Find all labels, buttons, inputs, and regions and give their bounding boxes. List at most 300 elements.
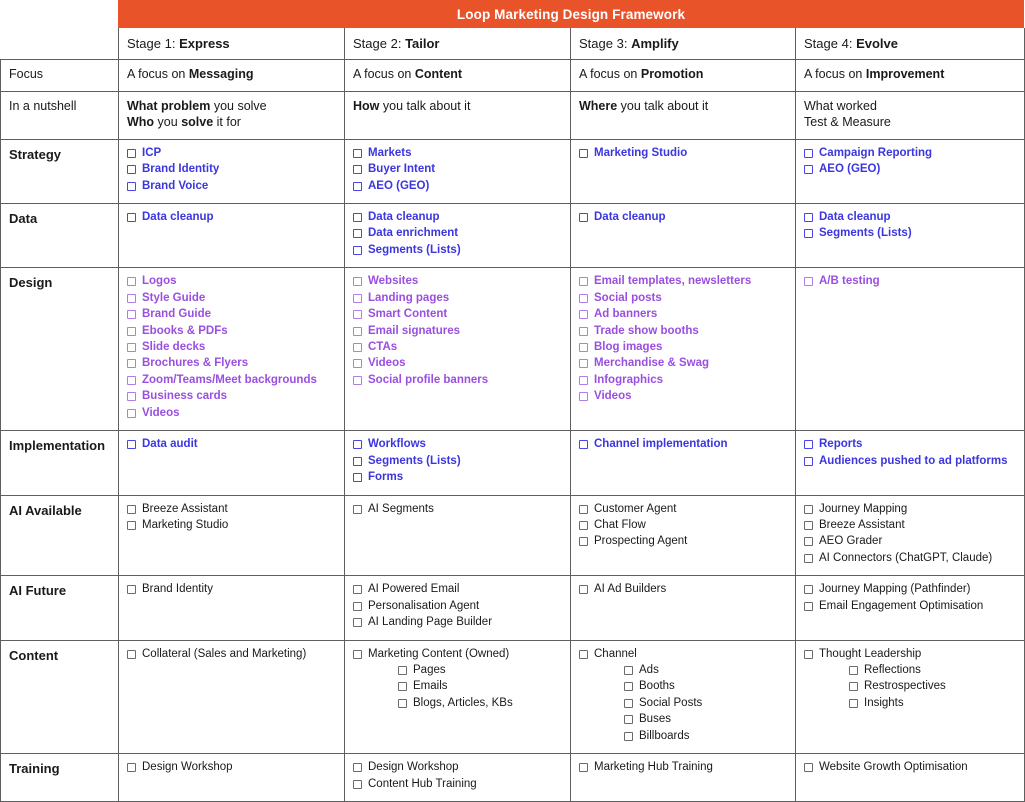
checkbox-icon[interactable]	[127, 165, 136, 174]
checklist-item[interactable]	[353, 274, 562, 289]
checklist-item[interactable]	[579, 712, 787, 727]
checkbox-icon[interactable]	[353, 585, 362, 594]
nutshell-rest-2: you talk about it	[379, 98, 471, 113]
nutshell-rest-3: you talk about it	[617, 98, 709, 113]
checklist-item-label: Trade show booths	[594, 324, 699, 337]
checklist-item[interactable]	[353, 291, 562, 306]
checkbox-icon[interactable]	[353, 602, 362, 611]
checklist-item[interactable]	[353, 210, 562, 225]
checkbox-icon[interactable]	[353, 457, 362, 466]
content-cell-1	[119, 640, 345, 754]
checklist	[127, 437, 336, 452]
ai-future-cell-3	[571, 576, 796, 640]
checkbox-icon[interactable]	[127, 521, 136, 530]
row-nutshell	[1, 91, 1025, 139]
nutshell-bold-2: How	[353, 98, 380, 113]
checkbox-icon[interactable]	[849, 682, 858, 691]
checklist-item[interactable]	[804, 679, 1016, 694]
checklist-item[interactable]	[579, 146, 787, 161]
checklist-item-label: Ebooks & PDFs	[142, 324, 228, 337]
checkbox-icon[interactable]	[804, 521, 813, 530]
checkbox-icon[interactable]	[579, 149, 588, 158]
checkbox-icon[interactable]	[353, 650, 362, 659]
stage-prefix-4: Stage 4:	[804, 36, 853, 51]
design-cell-3	[571, 268, 796, 431]
checklist-item[interactable]	[353, 679, 562, 694]
checklist-item-label: AI Ad Builders	[594, 583, 667, 596]
focus-cell-4	[796, 60, 1025, 92]
nutshell-cell-4	[796, 91, 1025, 139]
checklist	[127, 274, 336, 420]
checklist-item-label: Zoom/Teams/Meet backgrounds	[142, 373, 317, 386]
checklist	[804, 437, 1016, 468]
focus-cell-1	[119, 60, 345, 92]
focus-pre-1: A focus on	[127, 67, 189, 82]
checkbox-icon[interactable]	[579, 392, 588, 401]
checklist-item-label: Workflows	[368, 438, 426, 451]
checkbox-icon[interactable]	[127, 650, 136, 659]
checklist-item[interactable]	[353, 696, 562, 711]
checklist-item[interactable]	[804, 437, 1016, 452]
checkbox-icon[interactable]	[353, 359, 362, 368]
checklist-item[interactable]	[353, 663, 562, 678]
stage-header-row	[1, 28, 1025, 60]
checklist-item-label: Email signatures	[368, 324, 461, 337]
checkbox-icon[interactable]	[127, 376, 136, 385]
checkbox-icon[interactable]	[579, 585, 588, 594]
checklist-item[interactable]	[579, 679, 787, 694]
checklist-item[interactable]	[579, 389, 787, 404]
stage-prefix-1: Stage 1:	[127, 36, 176, 51]
strategy-cell-3	[571, 139, 796, 203]
checkbox-icon[interactable]	[127, 763, 136, 772]
checkbox-icon[interactable]	[398, 682, 407, 691]
checklist-item-label: Journey Mapping (Pathfinder)	[819, 583, 971, 596]
row-ai-future	[1, 576, 1025, 640]
checkbox-icon[interactable]	[579, 505, 588, 514]
nutshell-line-4a: What worked	[804, 98, 877, 113]
checklist-item[interactable]	[579, 373, 787, 388]
checklist-item[interactable]	[579, 729, 787, 744]
checkbox-icon[interactable]	[624, 732, 633, 741]
nutshell-end-1b: it for	[213, 115, 241, 130]
checklist-item[interactable]	[804, 647, 1016, 662]
checkbox-icon[interactable]	[353, 246, 362, 255]
checklist-item[interactable]	[579, 356, 787, 371]
ai-available-cell-1	[119, 495, 345, 576]
checkbox-icon[interactable]	[624, 715, 633, 724]
checklist-item-label: Design Workshop	[142, 761, 233, 774]
strategy-cell-1	[119, 139, 345, 203]
checklist	[579, 146, 787, 161]
checkbox-icon[interactable]	[127, 343, 136, 352]
checkbox-icon[interactable]	[579, 521, 588, 530]
checklist-item-label: Social posts	[594, 291, 662, 304]
checklist-item[interactable]	[579, 307, 787, 322]
checklist-item[interactable]	[804, 582, 1016, 597]
checklist-item[interactable]	[127, 406, 336, 421]
focus-strong-2: Content	[414, 67, 463, 82]
checkbox-icon[interactable]	[579, 763, 588, 772]
checkbox-icon[interactable]	[579, 537, 588, 546]
checklist-item[interactable]	[353, 340, 562, 355]
checkbox-icon[interactable]	[804, 505, 813, 514]
checkbox-icon[interactable]	[579, 376, 588, 385]
nutshell-cell-2	[345, 91, 571, 139]
checkbox-icon[interactable]	[353, 780, 362, 789]
checklist-item[interactable]	[127, 518, 336, 533]
checklist-item-label: Data audit	[142, 438, 198, 451]
checklist-item[interactable]	[579, 502, 787, 517]
checklist-item[interactable]	[127, 502, 336, 517]
checkbox-icon[interactable]	[353, 229, 362, 238]
checkbox-icon[interactable]	[353, 618, 362, 627]
training-cell-1	[119, 754, 345, 802]
checklist-item[interactable]	[127, 307, 336, 322]
checklist-item[interactable]	[353, 615, 562, 630]
banner-row	[0, 0, 1024, 28]
nutshell-cell-3	[571, 91, 796, 139]
checklist-item[interactable]	[353, 647, 562, 662]
checklist-item-label: Prospecting Agent	[594, 535, 688, 548]
stage-prefix-2: Stage 2:	[353, 36, 402, 51]
row-training	[1, 754, 1025, 802]
checklist-item[interactable]	[353, 307, 562, 322]
ai-future-cell-4	[796, 576, 1025, 640]
checkbox-icon[interactable]	[353, 343, 362, 352]
checklist-item-label: Logos	[142, 275, 177, 288]
content-cell-3	[571, 640, 796, 754]
checklist-item[interactable]	[579, 437, 787, 452]
row-label-training: Training	[1, 754, 119, 802]
focus-strong-4: Improvement	[865, 67, 945, 82]
checkbox-icon[interactable]	[579, 343, 588, 352]
checkbox-icon[interactable]	[353, 165, 362, 174]
checklist-item-label: AI Segments	[368, 502, 434, 515]
checkbox-icon[interactable]	[579, 310, 588, 319]
checkbox-icon[interactable]	[579, 327, 588, 336]
checklist	[579, 210, 787, 225]
checklist-item-label: Reports	[819, 438, 863, 451]
nutshell-bold-1: What problem	[127, 98, 211, 113]
checkbox-icon[interactable]	[353, 473, 362, 482]
checklist-item-label: Ads	[639, 664, 659, 677]
checklist	[127, 502, 336, 533]
checklist-item[interactable]	[353, 470, 562, 485]
checklist-item[interactable]	[579, 324, 787, 339]
checklist-item-label: Website Growth Optimisation	[819, 761, 968, 774]
nutshell-cell-1	[119, 91, 345, 139]
checklist-item[interactable]	[804, 226, 1016, 241]
checklist-item[interactable]	[804, 599, 1016, 614]
checklist-item[interactable]	[353, 760, 562, 775]
checkbox-icon[interactable]	[127, 585, 136, 594]
checklist-item[interactable]	[127, 324, 336, 339]
checklist	[353, 647, 562, 711]
design-cell-1	[119, 268, 345, 431]
checklist-item-label: Data cleanup	[819, 210, 891, 223]
checkbox-icon[interactable]	[804, 602, 813, 611]
implementation-cell-2	[345, 431, 571, 495]
checklist-item[interactable]	[353, 502, 562, 517]
checkbox-icon[interactable]	[624, 699, 633, 708]
checkbox-icon[interactable]	[579, 440, 588, 449]
checkbox-icon[interactable]	[127, 505, 136, 514]
checklist-item-label: Business cards	[142, 390, 228, 403]
checklist	[353, 146, 562, 194]
checklist-item[interactable]	[804, 696, 1016, 711]
checklist-item-label: Social profile banners	[368, 373, 489, 386]
checklist-item[interactable]	[127, 437, 336, 452]
checklist-item[interactable]	[127, 647, 336, 662]
checkbox-icon[interactable]	[579, 213, 588, 222]
checklist-item[interactable]	[127, 356, 336, 371]
checkbox-icon[interactable]	[579, 359, 588, 368]
checklist-item-label: Marketing Content (Owned)	[368, 647, 510, 660]
checklist-item-label: Insights	[864, 696, 904, 709]
checklist-item[interactable]	[804, 534, 1016, 549]
checkbox-icon[interactable]	[804, 457, 813, 466]
checklist-item[interactable]	[579, 340, 787, 355]
checklist-item-label: AEO Grader	[819, 535, 883, 548]
checkbox-icon[interactable]	[127, 213, 136, 222]
row-ai-available	[1, 495, 1025, 576]
checklist	[804, 760, 1016, 775]
row-strategy	[1, 139, 1025, 203]
focus-pre-4: A focus on	[804, 67, 866, 82]
checklist-item[interactable]	[127, 582, 336, 597]
checklist-item[interactable]	[127, 389, 336, 404]
checklist-item-label: Content Hub Training	[368, 777, 477, 790]
checklist-item[interactable]	[353, 179, 562, 194]
checklist	[804, 502, 1016, 566]
checklist-item-label: AI Connectors (ChatGPT, Claude)	[819, 551, 993, 564]
checkbox-icon[interactable]	[804, 650, 813, 659]
checklist-item[interactable]	[804, 663, 1016, 678]
checklist-item-label: Brand Guide	[142, 308, 212, 321]
checkbox-icon[interactable]	[849, 699, 858, 708]
corner-cell	[1, 28, 119, 60]
checklist-item-label: Videos	[142, 406, 180, 419]
focus-pre-2: A focus on	[353, 67, 415, 82]
checkbox-icon[interactable]	[579, 277, 588, 286]
checklist-item[interactable]	[804, 502, 1016, 517]
checkbox-icon[interactable]	[624, 682, 633, 691]
checkbox-icon[interactable]	[127, 440, 136, 449]
checklist-item[interactable]	[127, 760, 336, 775]
checklist	[804, 647, 1016, 711]
checklist-item[interactable]	[579, 696, 787, 711]
checklist-item-label: AEO (GEO)	[819, 163, 881, 176]
checklist-item[interactable]	[579, 534, 787, 549]
checklist-item[interactable]	[127, 274, 336, 289]
focus-strong-3: Promotion	[640, 67, 704, 82]
checkbox-icon[interactable]	[849, 666, 858, 675]
checklist	[353, 210, 562, 258]
checkbox-icon[interactable]	[127, 392, 136, 401]
checklist-item-label: AI Landing Page Builder	[368, 616, 493, 629]
checklist-item-label: Channel	[594, 647, 637, 660]
checkbox-icon[interactable]	[804, 763, 813, 772]
nutshell-line-3a	[579, 98, 787, 115]
checklist-item[interactable]	[353, 454, 562, 469]
checkbox-icon[interactable]	[127, 327, 136, 336]
checkbox-icon[interactable]	[804, 440, 813, 449]
checkbox-icon[interactable]	[804, 277, 813, 286]
checklist-item-label: Restrospectives	[864, 680, 946, 693]
checklist	[127, 760, 336, 775]
checklist-item-label: Smart Content	[368, 308, 448, 321]
checklist-item[interactable]	[579, 210, 787, 225]
checklist-item[interactable]	[579, 663, 787, 678]
checklist-item-label: Slide decks	[142, 341, 206, 354]
checkbox-icon[interactable]	[353, 310, 362, 319]
checklist-item[interactable]	[353, 356, 562, 371]
checklist-item[interactable]	[579, 274, 787, 289]
checklist-item[interactable]	[579, 647, 787, 662]
checkbox-icon[interactable]	[353, 505, 362, 514]
nutshell-bold2-1b: solve	[181, 115, 214, 130]
checklist-item[interactable]	[804, 518, 1016, 533]
checklist	[127, 146, 336, 194]
checklist-item-label: Brochures & Flyers	[142, 357, 249, 370]
checklist-item[interactable]	[804, 760, 1016, 775]
checklist-item-label: Buses	[639, 713, 671, 726]
row-label-data: Data	[1, 203, 119, 267]
checklist-item-label: Segments (Lists)	[368, 243, 461, 256]
checklist-item[interactable]	[353, 324, 562, 339]
stage-name-1: Express	[179, 36, 230, 51]
checklist-item-label: Marketing Studio	[594, 146, 688, 159]
checklist-item[interactable]	[804, 146, 1016, 161]
checkbox-icon[interactable]	[804, 149, 813, 158]
checklist	[804, 146, 1016, 177]
checkbox-icon[interactable]	[804, 585, 813, 594]
checklist-item[interactable]	[579, 582, 787, 597]
checkbox-icon[interactable]	[127, 182, 136, 191]
checkbox-icon[interactable]	[804, 537, 813, 546]
checklist-item[interactable]	[804, 454, 1016, 469]
checkbox-icon[interactable]	[353, 327, 362, 336]
checklist-item[interactable]	[353, 373, 562, 388]
checklist	[353, 582, 562, 630]
checklist-item-label: Blogs, Articles, KBs	[413, 696, 513, 709]
training-cell-4	[796, 754, 1025, 802]
checkbox-icon[interactable]	[127, 359, 136, 368]
checklist-item-label: Design Workshop	[368, 761, 459, 774]
nutshell-line-1b	[127, 114, 336, 131]
stage-name-3: Amplify	[631, 36, 679, 51]
checklist-item[interactable]	[804, 274, 1016, 289]
checkbox-icon[interactable]	[353, 149, 362, 158]
checklist-item[interactable]	[804, 210, 1016, 225]
checkbox-icon[interactable]	[353, 440, 362, 449]
stage-name-4: Evolve	[856, 36, 898, 51]
checklist-item[interactable]	[353, 599, 562, 614]
checkbox-icon[interactable]	[127, 149, 136, 158]
row-label-focus: Focus	[1, 60, 119, 92]
checkbox-icon[interactable]	[353, 294, 362, 303]
checklist-item-label: Collateral (Sales and Marketing)	[142, 647, 307, 660]
checkbox-icon[interactable]	[579, 650, 588, 659]
checklist-item-label: Ad banners	[594, 308, 658, 321]
checklist-item[interactable]	[127, 340, 336, 355]
checklist-item-label: Segments (Lists)	[819, 227, 912, 240]
checklist-item[interactable]	[353, 777, 562, 792]
checklist-item[interactable]	[353, 162, 562, 177]
checkbox-icon[interactable]	[579, 294, 588, 303]
checklist-item[interactable]	[127, 179, 336, 194]
checklist-item[interactable]	[127, 373, 336, 388]
checklist-item[interactable]	[579, 291, 787, 306]
checkbox-icon[interactable]	[804, 165, 813, 174]
checklist-item[interactable]	[353, 146, 562, 161]
row-focus	[1, 60, 1025, 92]
checkbox-icon[interactable]	[353, 763, 362, 772]
focus-cell-3	[571, 60, 796, 92]
checklist-item[interactable]	[353, 582, 562, 597]
checklist	[127, 210, 336, 225]
checklist-item-label: Breeze Assistant	[819, 518, 905, 531]
checkbox-icon[interactable]	[804, 229, 813, 238]
checkbox-icon[interactable]	[353, 213, 362, 222]
checklist-item-label: Campaign Reporting	[819, 146, 933, 159]
checklist-item[interactable]	[579, 760, 787, 775]
checklist-item-label: Reflections	[864, 664, 921, 677]
checkbox-icon[interactable]	[804, 213, 813, 222]
checkbox-icon[interactable]	[353, 376, 362, 385]
stage-header-3	[571, 28, 796, 60]
checkbox-icon[interactable]	[127, 310, 136, 319]
checklist-item[interactable]	[127, 210, 336, 225]
checkbox-icon[interactable]	[624, 666, 633, 675]
training-cell-2	[345, 754, 571, 802]
row-label-implementation: Implementation	[1, 431, 119, 495]
checkbox-icon[interactable]	[398, 699, 407, 708]
checklist-item-label: Booths	[639, 680, 675, 693]
checkbox-icon[interactable]	[353, 277, 362, 286]
checklist-item[interactable]	[353, 437, 562, 452]
checkbox-icon[interactable]	[127, 294, 136, 303]
checklist-item[interactable]	[353, 226, 562, 241]
checkbox-icon[interactable]	[398, 666, 407, 675]
checkbox-icon[interactable]	[353, 182, 362, 191]
checklist-item-label: Emails	[413, 680, 448, 693]
stage-header-1	[119, 28, 345, 60]
checklist-item[interactable]	[127, 146, 336, 161]
checklist-item[interactable]	[579, 518, 787, 533]
checkbox-icon[interactable]	[127, 277, 136, 286]
checklist	[804, 210, 1016, 241]
checklist	[353, 437, 562, 485]
nutshell-line-2a	[353, 98, 562, 115]
checklist-item-label: Customer Agent	[594, 502, 677, 515]
row-label-ai-available: AI Available	[1, 495, 119, 576]
checklist-item[interactable]	[804, 162, 1016, 177]
checkbox-icon[interactable]	[804, 554, 813, 563]
checklist-item[interactable]	[353, 243, 562, 258]
nutshell-bold-1b: Who	[127, 115, 155, 130]
checklist-item[interactable]	[804, 551, 1016, 566]
checklist-item-label: Marketing Hub Training	[594, 761, 713, 774]
strategy-cell-4	[796, 139, 1025, 203]
checklist-item[interactable]	[127, 291, 336, 306]
focus-strong-1: Messaging	[188, 67, 254, 82]
checkbox-icon[interactable]	[127, 409, 136, 418]
nutshell-rest-1: you solve	[210, 98, 267, 113]
checklist-item-label: Infographics	[594, 373, 664, 386]
checklist-item[interactable]	[127, 162, 336, 177]
